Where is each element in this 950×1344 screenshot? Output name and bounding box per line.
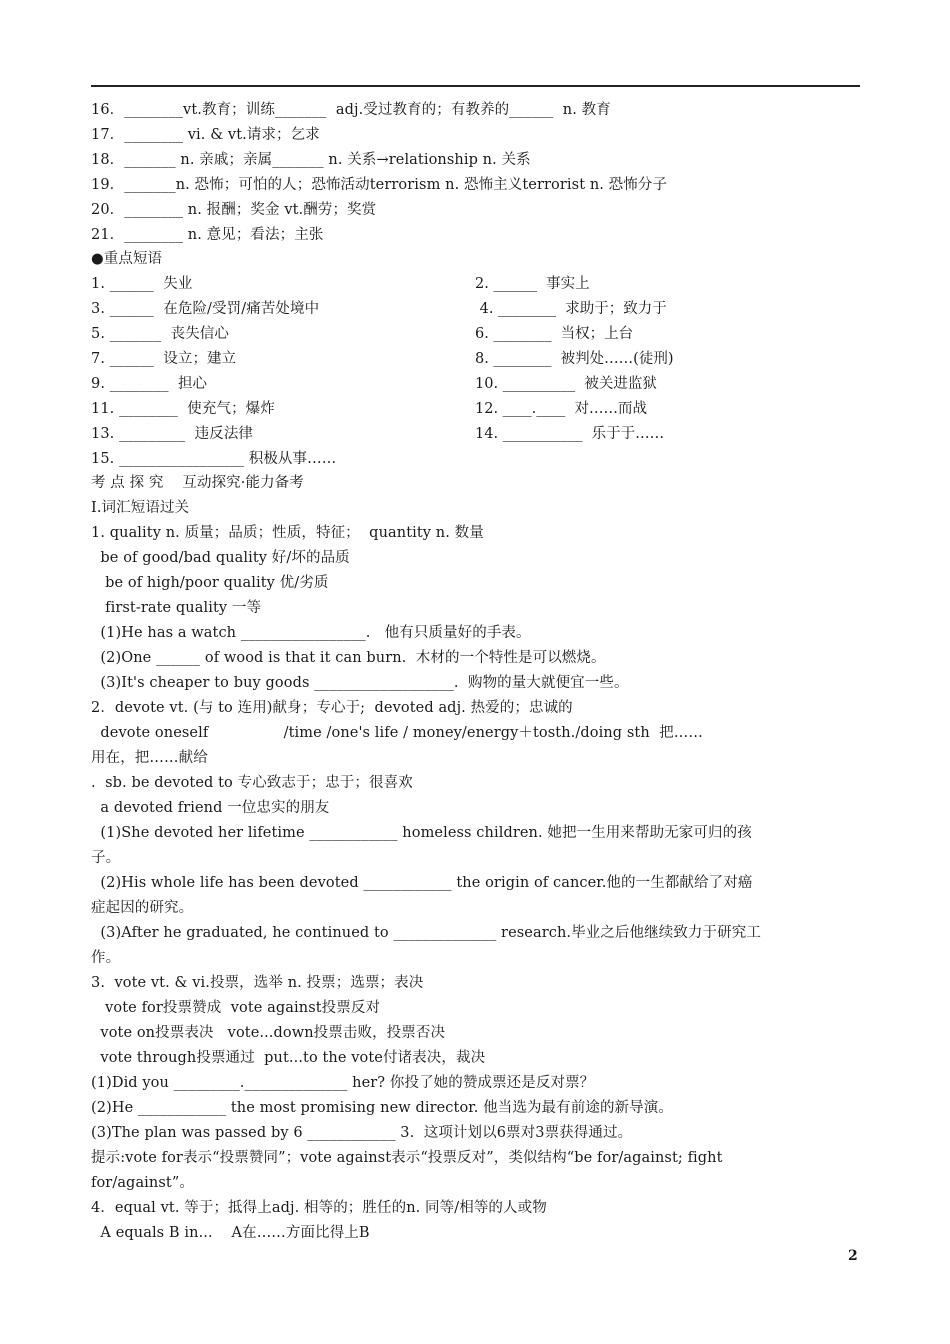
- phrase-item: 12. ____.____ 对……而战: [475, 401, 647, 417]
- phrases-heading: ●重点短语: [91, 251, 163, 267]
- vocab-line: 16．________vt.教育；训练_______ adj.受过教育的；有教养的______ n. 教育: [91, 102, 611, 118]
- body-line: 作。: [91, 950, 121, 966]
- phrase-item: 8. ________ 被判处……(徒刑): [475, 351, 674, 367]
- vocab-line: 19．_______n. 恐怖；可怕的人；恐怖活动terrorism n. 恐怖主义terrorist n. 恐怖分子: [91, 177, 668, 193]
- phrase-item: 11. ________ 使充气；爆炸: [91, 401, 275, 417]
- body-line: 1. quality n. 质量；品质；性质，特征； quantity n. 数量: [91, 525, 484, 541]
- body-line: (3)After he graduated, he continued to ______________ research.毕业之后他继续致力于研究工: [91, 925, 761, 941]
- body-line: Ⅰ.词汇短语过关: [91, 500, 190, 516]
- phrase-item: 5. _______ 丧失信心: [91, 326, 230, 342]
- body-line: (2)He ____________ the most promising new director. 他当选为最有前途的新导演。: [91, 1100, 673, 1116]
- body-line: 提示:vote for表示“投票赞同”；vote against表示“投票反对”，类似结构“be for/against; fight: [91, 1150, 723, 1166]
- body-line: 3. vote vt. & vi.投票，选举 n. 投票；选票；表决: [91, 975, 424, 991]
- vocab-line: 18．_______ n. 亲戚；亲属_______ n. 关系→relationship n. 关系: [91, 152, 531, 168]
- body-line: vote for投票赞成 vote against投票反对: [91, 1000, 381, 1016]
- body-line: 用在，把……献给: [91, 750, 208, 766]
- body-line: be of good/bad quality 好/坏的品质: [91, 550, 350, 566]
- phrase-item: 14. ___________ 乐于于……: [475, 426, 665, 442]
- body-line: (3)It's cheaper to buy goods ___________________. 购物的量大就便宜一些。: [91, 675, 629, 691]
- phrase-item: 1. ______ 失业: [91, 276, 193, 292]
- body-line: 2．devote vt. (与 to 连用)献身；专心于; devoted adj. 热爱的；忠诚的: [91, 700, 573, 716]
- vocab-line: 17．________ vi. & vt.请求；乞求: [91, 127, 320, 143]
- body-line: 症起因的研究。: [91, 900, 194, 916]
- body-line: 考 点 探 究 互动探究·能力备考: [91, 475, 304, 491]
- vocab-line: 20．________ n. 报酬；奖金 vt.酬劳；奖赏: [91, 202, 377, 218]
- body-line: 4．equal vt. 等于；抵得上adj. 相等的；胜任的n. 同等/相等的人或物: [91, 1200, 547, 1216]
- body-line: for/against”。: [91, 1175, 194, 1191]
- body-line: . sb. be devoted to 专心致志于；忠于；很喜欢: [91, 775, 413, 791]
- body-line: (1)Did you _________.______________ her? 你投了她的赞成票还是反对票？: [91, 1075, 595, 1091]
- body-line: vote on投票表决 vote...down投票击败，投票否决: [91, 1025, 446, 1041]
- phrase-item: 2. ______ 事实上: [475, 276, 590, 292]
- body-line: (1)She devoted her lifetime ____________ homeless children. 她把一生用来帮助无家可归的孩: [91, 825, 752, 841]
- header-rule: [91, 85, 860, 87]
- phrase-item: 6. ________ 当权；上台: [475, 326, 634, 342]
- phrase-item: 9. ________ 担心: [91, 376, 208, 392]
- phrase-item: 15. _________________ 积极从事……: [91, 451, 337, 467]
- phrase-item: 10. __________ 被关进监狱: [475, 376, 657, 392]
- body-line: (1)He has a watch _________________. 他有只质量好的手表。: [91, 625, 531, 641]
- body-line: 子。: [91, 850, 121, 866]
- body-line: be of high/poor quality 优/劣质: [91, 575, 329, 591]
- body-line: a devoted friend 一位忠实的朋友: [91, 800, 330, 816]
- phrase-item: 3. ______ 在危险/受罚/痛苦处境中: [91, 301, 320, 317]
- body-line: devote oneself /time /one's life / money/energy＋tosth./doing sth 把……: [91, 725, 703, 741]
- body-line: A equals B in... A在……方面比得上B: [91, 1225, 370, 1241]
- vocab-line: 21．________ n. 意见；看法；主张: [91, 227, 324, 243]
- body-line: vote through投票通过 put...to the vote付诸表决，裁决: [91, 1050, 486, 1066]
- page-number: 2: [848, 1248, 858, 1264]
- phrase-item: 7. ______ 设立；建立: [91, 351, 237, 367]
- body-line: (2)One ______ of wood is that it can burn. 木材的一个特性是可以燃烧。: [91, 650, 606, 666]
- phrase-item: 4. ________ 求助于；致力于: [475, 301, 667, 317]
- body-line: (2)His whole life has been devoted ____________ the origin of cancer.他的一生都献给了对癌: [91, 875, 753, 891]
- body-line: (3)The plan was passed by 6 ____________ 3. 这项计划以6票对3票获得通过。: [91, 1125, 633, 1141]
- body-line: first-rate quality 一等: [91, 600, 262, 616]
- phrase-item: 13. _________ 违反法律: [91, 426, 254, 442]
